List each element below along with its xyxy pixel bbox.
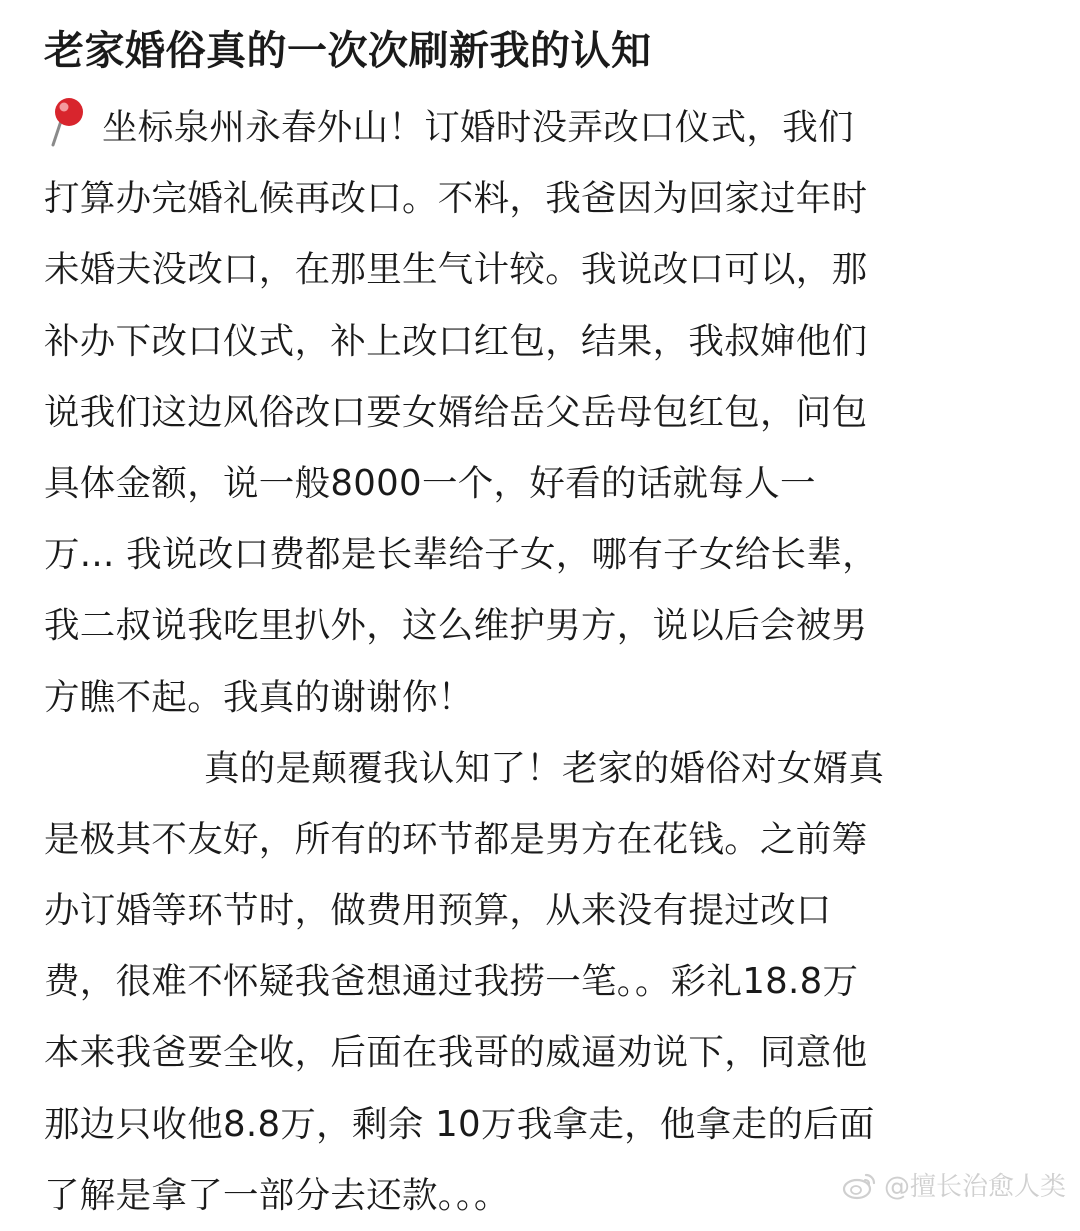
text-line: 本来我爸要全收，后面在我哥的威逼劝说下，同意他 xyxy=(44,1032,868,1074)
post xyxy=(44,24,1044,1231)
paragraph-1 xyxy=(44,92,1044,733)
text-line xyxy=(44,733,1044,804)
text-line xyxy=(44,92,1044,163)
line-text: 真的是颠覆我认知了！老家的婚俗对女婿真 xyxy=(204,747,885,789)
text-line: 万... 我说改口费都是长辈给子女，哪有子女给长辈， xyxy=(44,534,878,576)
text-line: 方瞧不起。我真的谢谢你！ xyxy=(44,676,474,718)
paragraph-2 xyxy=(44,733,1044,1231)
text-line: 那边只收他8.8万，剩余 10万我拿走，他拿走的后面 xyxy=(44,1103,875,1145)
post-title: 老家婚俗真的一次次刷新我的认知 xyxy=(44,28,652,74)
text-line: 补办下改口仪式，补上改口红包，结果，我叔婶他们 xyxy=(44,320,868,362)
watermark xyxy=(842,1166,1066,1203)
line-text: 坐标泉州永春外山！订婚时没弄改口仪式，我们 xyxy=(102,107,854,148)
text-line: 打算办完婚礼候再改口。不料，我爸因为回家过年时 xyxy=(44,178,868,220)
text-line: 具体金额，说一般8000一个，好看的话就每人一 xyxy=(44,462,816,504)
watermark-text: @擅长治愈人类 xyxy=(883,1172,1066,1202)
round-pushpin-icon xyxy=(44,95,90,147)
text-line: 费，很难不怀疑我爸想通过我捞一笔。。彩礼18.8万 xyxy=(44,961,859,1003)
text-line: 未婚夫没改口，在那里生气计较。我说改口可以，那 xyxy=(44,249,868,291)
text-line: 办订婚等环节时，做费用预算，从来没有提过改口 xyxy=(44,890,832,932)
text-line: 了解是拿了一部分去还款。。。 xyxy=(44,1174,510,1216)
text-line: 说我们这边风俗改口要女婿给岳父岳母包红包，问包 xyxy=(44,391,868,433)
text-line: 是极其不友好，所有的环节都是男方在花钱。之前筹 xyxy=(44,818,868,860)
weibo-icon xyxy=(842,1170,878,1200)
text-line: 我二叔说我吃里扒外，这么维护男方，说以后会被男 xyxy=(44,605,868,647)
